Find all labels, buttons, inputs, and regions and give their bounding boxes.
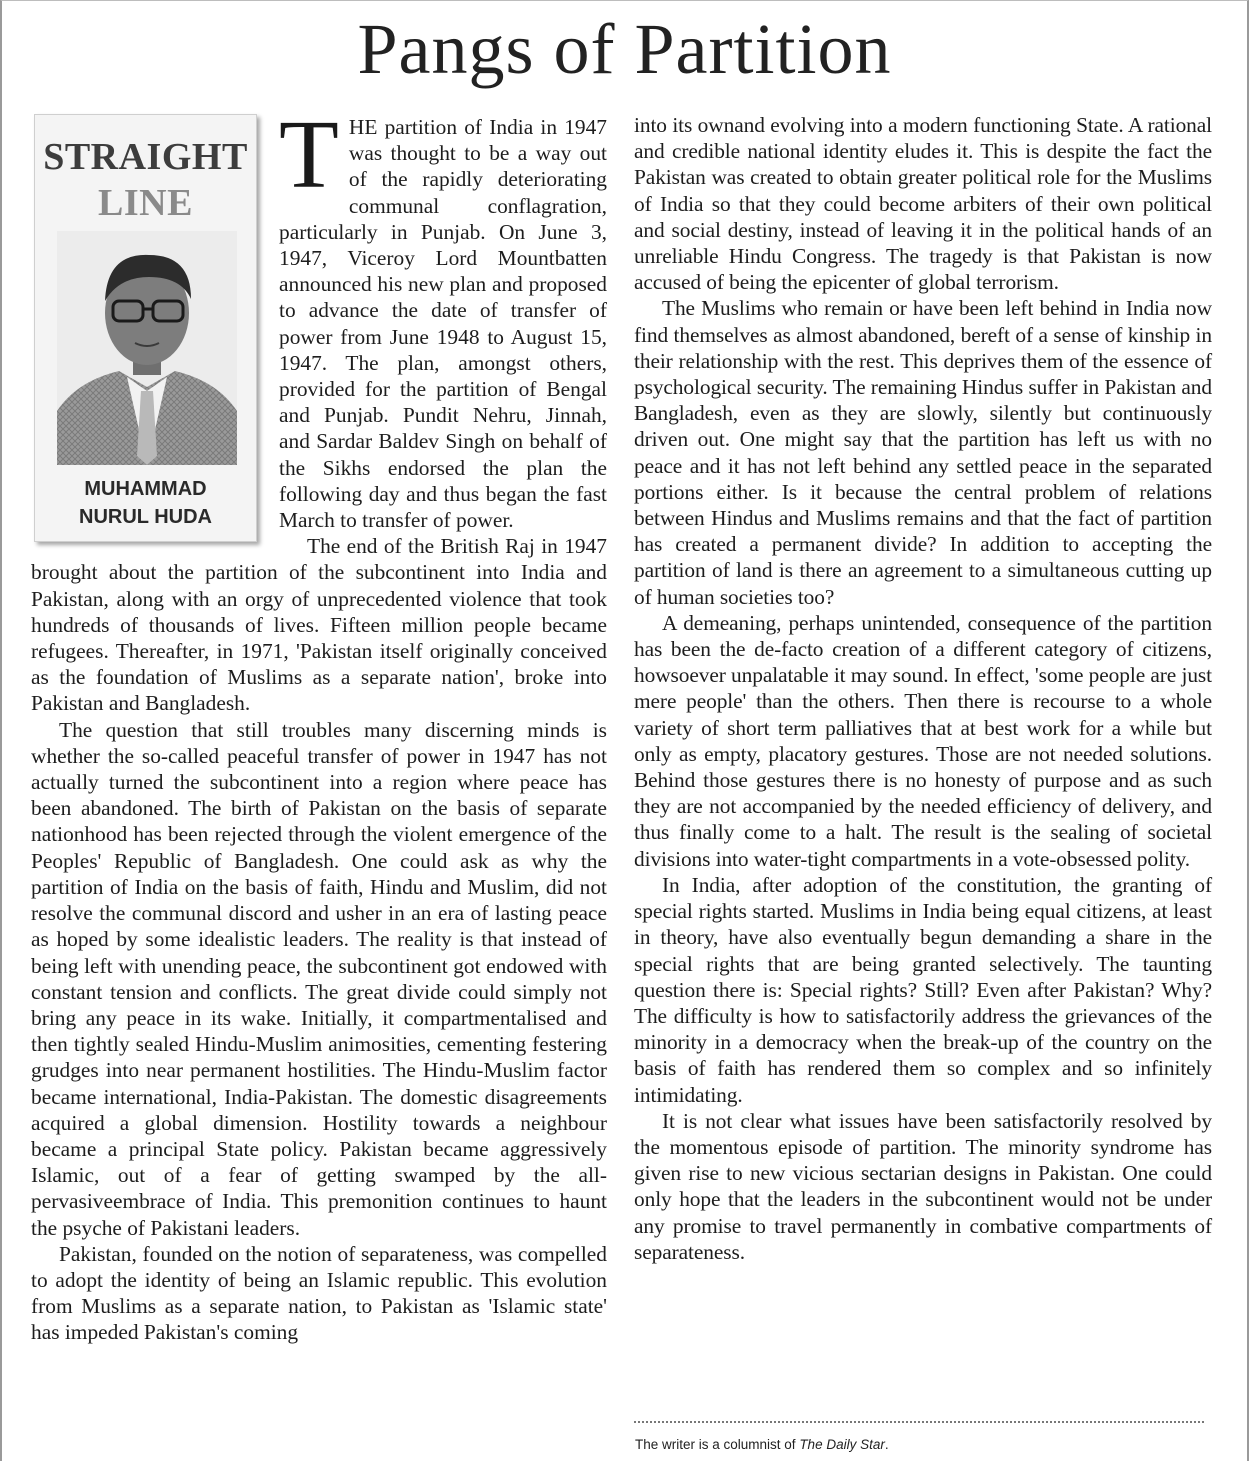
body-paragraph: The question that still troubles many discerning minds is whether the so-called peaceful transfer of power in 1947 has not actually turned the subcontinent into a region where peace has been abandoned. The birth of Pakistan on the basis of separate nationhood has been rejected through the violent emergence of the Peoples' Republic of Bangladesh. One could ask as why the partition of India on the basis of faith, Hindu and Muslim, did not resolve the communal discord and usher in an era of lasting peace as hoped by some idealistic leaders. The reality is that instead of being left with unending peace, the subcontinent got endowed with constant tension and conflicts. The great divide could simply not bring any peace in its wake. Initially, it compartmentalised and then tightly sealed Hindu-Muslim animosities, cementing festering grudges into near permanent hostilities. The Hindu-Muslim factor became international, India-Pakistan. The domestic disagreements acquired a global dimension. Hostility towards a neighbour became a principal State policy. Pakistan became aggressively Islamic, out of a fear of getting swamped by the all-pervasiveembrace of India. This premonition continues to haunt the psyche of Pakistani leaders.: [31, 717, 607, 1240]
headline: Pangs of Partition: [357, 9, 892, 89]
dotted-divider: [634, 1421, 1204, 1423]
lead-text: HE partition of India in 1947 was thought to be a way out of the rapidly deteriorating communal conflagration, particularly in Punjab. On June 3, 1947, Viceroy Lord Mountbatten announced his new plan and proposed to advance the date of transfer of power from June 1948 to August 15, 1947. The plan, amongst others, provided for the partition of Bengal and Punjab. Pundit Nehru, Jinnah, and Sardar Baldev Singh on behalf of the Sikhs endorsed the plan the following day and thus began the fast March to transfer of power.: [279, 115, 607, 533]
article-column-right: [634, 112, 1212, 1265]
drop-cap: T: [279, 101, 339, 209]
credit-suffix: .: [884, 1437, 889, 1452]
credit-publication: The Daily Star: [799, 1437, 885, 1452]
author-name-line2: NURUL HUDA: [79, 506, 212, 528]
body-paragraph: A demeaning, perhaps unintended, consequence of the partition has been the de-facto creation of a different category of citizens, howsoever unpalatable it may sound. In effect, 'some people are just mere people' than the others. Then there is recourse to a whole variety of short term palliatives that at best work for a while but only as empty, placatory gestures. Those are not needed solutions. Behind those gestures there is no honesty of purpose and as such they are not accompanied by the needed efficiency of delivery, and thus finally come to a halt. The result is the sealing of societal divisions into water-tight compartments in a vote-obsessed polity.: [634, 610, 1212, 871]
column-name-line1: STRAIGHT: [43, 136, 248, 178]
article-column-left: [31, 101, 607, 1346]
column-sidebox: [34, 114, 257, 542]
body-paragraph: The end of the British Raj in 1947 brought about the partition of the subcontinent into India and Pakistan, along with an orgy of unprecedented violence that took hundreds of thousands of lives. Fifteen million people became refugees. Thereafter, in 1971, 'Pakistan itself originally conceived as the foundation of Muslims as a separate nation', broke into Pakistan and Bangladesh.: [31, 534, 607, 716]
author-name-line1: MUHAMMAD: [84, 478, 207, 500]
column-name-line2: LINE: [98, 182, 193, 224]
body-paragraph: The Muslims who remain or have been left behind in India now find themselves as almost abandoned, bereft of a sense of kinship in their relationship with the rest. This deprives them of the essence of psychological security. The remaining Hindus suffer in Pakistan and Bangladesh, even as they are slowly, silently but continuously driven out. One might say that the partition has left us with no peace and it has not left behind any settled peace in the separated portions either. Is it because the central problem of relations between Hindus and Muslims remains and that the fact of partition has created a permanent divide? In addition to accepting the partition of land is there an agreement to a simultaneous cutting up of human societies too?: [634, 296, 1212, 609]
credit-prefix: The writer is a columnist of: [635, 1437, 800, 1452]
author-byline: [35, 475, 256, 531]
body-paragraph: Pakistan, founded on the notion of separateness, was compelled to adopt the identity of being an Islamic republic. This evolution from Muslims as a separate nation, to Pakistan as 'Islamic state' has impeded Pakistan's coming: [31, 1241, 607, 1345]
writer-credit: [635, 1437, 889, 1452]
body-paragraph: It is not clear what issues have been satisfactorily resolved by the momentous episode of partition. The minority syndrome has given rise to new vicious sectarian designs in Pakistan. One could only hope that the leaders in the subcontinent would not be under any promise to travel permanently in combative compartments of separateness.: [634, 1108, 1212, 1264]
author-portrait-icon: [57, 231, 237, 465]
continued-paragraph: into its ownand evolving into a modern functioning State. A rational and credible national identity eludes it. This is despite the fact the Pakistan was created to obtain greater political role for the Muslims of India so that they could become arbiters of their own political and social destiny, instead of leaving it in the political hands of an unreliable Hindu Congress. The tragedy is that Pakistan is now accused of being the epicenter of global terrorism.: [634, 113, 1212, 295]
body-paragraph: In India, after adoption of the constitution, the granting of special rights started. Muslims in India being equal citizens, at least in theory, have also eventually begun demanding a share in the special rights that are being granted selectively. The taunting question there is: Special rights? Still? Even after Pakistan? Why? The difficulty is how to satisfactorily address the grievances of the minority in a democracy when the break-up of the country on the basis of faith has rendered them so complex and so infinitely intimidating.: [634, 872, 1212, 1107]
